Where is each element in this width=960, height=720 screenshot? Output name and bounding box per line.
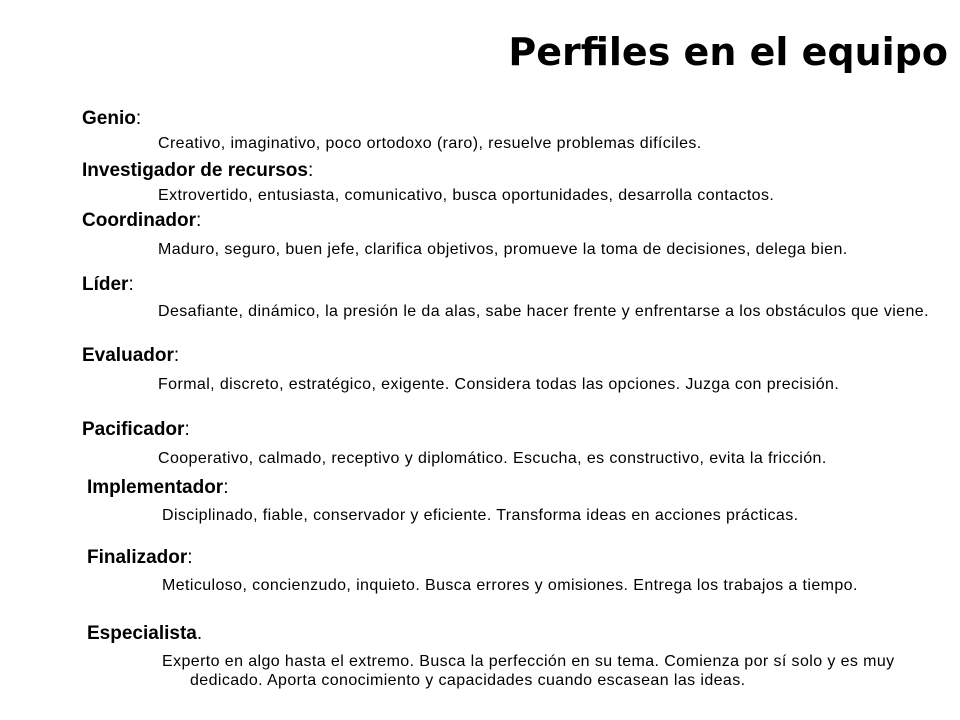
profile-name: Implementador xyxy=(87,477,224,498)
profile-separator: : xyxy=(135,108,142,129)
profile-description: Experto en algo hasta el extremo. Busca la perfección en su tema. Comienza por sí solo y es muy dedicado. Aporta conocimiento y capacidades cuando escasean las ideas. xyxy=(162,653,895,689)
profile-heading xyxy=(87,547,193,569)
profile-name: Líder xyxy=(82,274,129,295)
profile-name: Especialista xyxy=(87,623,197,644)
profile-separator: : xyxy=(223,477,229,498)
profile-heading xyxy=(82,419,190,441)
profile-description: Desafiante, dinámico, la presión le da alas, sabe hacer frente y enfrentarse a los obstáculos que viene. xyxy=(158,303,929,320)
profile-heading xyxy=(82,210,201,232)
profile-description: Disciplinado, fiable, conservador y eficiente. Transforma ideas en acciones prácticas. xyxy=(162,507,799,524)
profile-name: Genio xyxy=(82,108,136,129)
profile-separator: . xyxy=(196,623,203,644)
profile-separator: : xyxy=(307,160,314,181)
profile-heading xyxy=(87,477,228,499)
profile-separator: : xyxy=(184,419,190,440)
profile-heading xyxy=(82,160,313,182)
profile-separator: : xyxy=(196,210,202,231)
profile-heading xyxy=(82,108,141,130)
profile-description: Formal, discreto, estratégico, exigente. Considera todas las opciones. Juzga con precisión. xyxy=(158,376,840,393)
profile-description: Extrovertido, entusiasta, comunicativo, busca oportunidades, desarrolla contactos. xyxy=(158,187,775,204)
profile-separator: : xyxy=(173,345,180,366)
profile-description: Creativo, imaginativo, poco ortodoxo (raro), resuelve problemas difíciles. xyxy=(158,135,702,152)
page-title: Perfiles en el equipo xyxy=(508,30,948,74)
profile-name: Coordinador xyxy=(82,210,196,231)
profile-heading xyxy=(82,274,134,296)
profile-description: Cooperativo, calmado, receptivo y diplomático. Escucha, es constructivo, evita la fricción. xyxy=(158,450,827,467)
profile-separator: : xyxy=(128,274,134,295)
profile-separator: : xyxy=(187,547,193,568)
profile-heading xyxy=(87,623,202,645)
profile-name: Evaluador xyxy=(82,345,174,366)
profile-name: Investigador de recursos xyxy=(82,160,308,181)
profile-name: Pacificador xyxy=(82,419,185,440)
profile-name: Finalizador xyxy=(87,547,188,568)
profile-description: Maduro, seguro, buen jefe, clarifica objetivos, promueve la toma de decisiones, delega bien. xyxy=(158,241,848,258)
profile-description: Meticuloso, concienzudo, inquieto. Busca errores y omisiones. Entrega los trabajos a tiempo. xyxy=(162,577,858,594)
profile-heading xyxy=(82,345,179,367)
